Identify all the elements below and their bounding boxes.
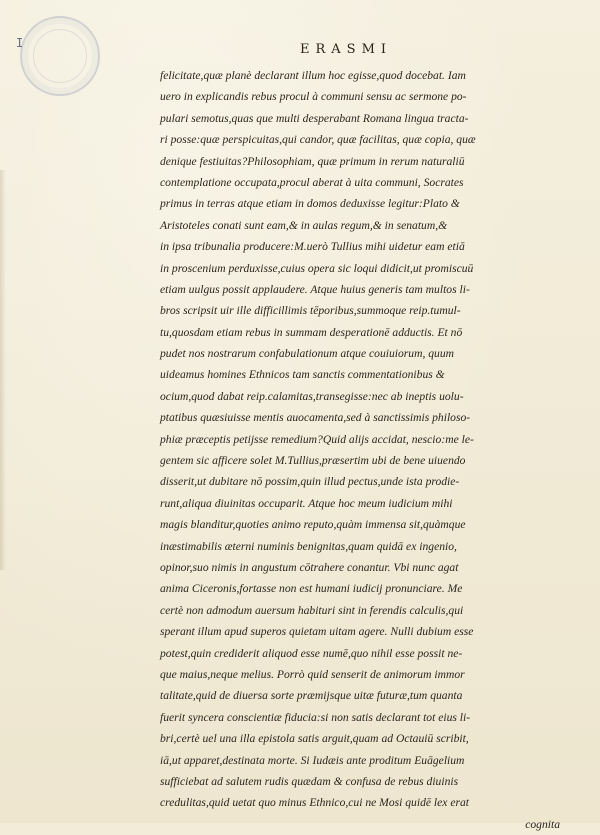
text-line: anima Ciceronis,fortasse non est humani iudicij pronunciare. Me (160, 582, 463, 596)
text-line: uero in explicandis rebus procul à communi sensu ac sermone po- (160, 90, 467, 104)
text-line: talitate,quid de diuersa sorte præmijsque uitæ futuræ,tum quanta (160, 689, 463, 703)
text-line: opinor,suo nimis in angustum cōtrahere conantur. Vbi nunc agat (160, 560, 459, 574)
text-line: credulitas,quid uetat quo minus Ethnico,cui ne Mosi quidē lex erat (160, 796, 470, 810)
text-line: sperant illum apud superos quietam uitam agere. Nulli dubium esse (160, 625, 474, 639)
text-line: disserit,ut dubitare nō possim,quin illud pectus,unde ista prodie- (160, 475, 460, 489)
page-edge-shadow (0, 170, 6, 570)
text-line: gentem sic afficere solet M.Tullius,præsertim ubi de bene uiuendo (160, 454, 466, 468)
text-line: Aristoteles conati sunt eam,& in aulas regum,& in senatum,& (160, 218, 448, 232)
text-line: iā,ut apparet,destinata morte. Si Iudæis ante proditum Euāgelium (160, 753, 465, 767)
catchword: cognita (525, 817, 560, 831)
text-line: in ipsa tribunalia producere:M.uerò Tullius mihi uidetur eam etiā (160, 240, 465, 254)
margin-mark: I (16, 36, 27, 50)
body-text (160, 65, 560, 835)
text-line: contemplatione occupata,procul aberat à uita communi, Socrates (160, 175, 464, 189)
text-line: potest,quin crediderit aliquod esse numē,quo nihil esse possit ne- (160, 646, 463, 660)
text-line: phiæ præceptis petijsse remedium?Quid alijs accidat, nescio:me le- (160, 432, 474, 446)
text-line: runt,aliqua diuinitas occuparit. Atque hoc meum iudicium mihi (160, 496, 453, 510)
text-line: que maius,neque melius. Porrò quid senserit de animorum immor (160, 667, 465, 681)
text-line: ptatibus quæsiuisse mentis auocamenta,sed à sanctissimis philoso- (160, 411, 471, 425)
text-line: pulari semotus,quas que multi desperabant Romana lingua tracta- (160, 111, 469, 125)
text-line: inæstimabilis æterni numinis benignitas,quam quidā ex ingenio, (160, 539, 457, 553)
text-line: ocium,quod dabat reip.calamitas,transegisse:nec ab ineptis uolu- (160, 389, 464, 403)
text-line: sufficiebat ad salutem rudis quædam & confusa de rebus diuinis (160, 774, 459, 788)
text-line: felicitate,quæ planè declarant illum hoc egisse,quod docebat. Iam (160, 69, 466, 82)
text-line: in proscenium perduxisse,cuius opera sic loqui didicit,ut promiscuū (160, 261, 474, 275)
text-line: etiam uulgus possit applaudere. Atque huius generis tam multos li- (160, 282, 470, 296)
running-head: ERASMI (300, 42, 393, 57)
text-line: uideamus homines Ethnicos tam sanctis commentationibus & (160, 368, 445, 382)
library-stamp (20, 16, 100, 96)
text-line: pudet nos nostrarum confabulationum atque couiuiorum, quum (160, 347, 455, 361)
text-line: denique festiuitas?Philosophiam, quæ primum in rerum naturaliū (160, 154, 465, 168)
text-line: tu,quosdam etiam rebus in summam desperationē adductis. Et nō (160, 325, 463, 339)
text-line: bri,certè uel una illa epistola satis arguit,quam ad Octauiū scribit, (160, 732, 469, 746)
text-line: certè non admodum auersum habituri sint in ferendis calculis,qui (160, 603, 464, 617)
text-line: magis blanditur,quoties animo reputo,quàm immensa sit,quàmque (160, 518, 466, 532)
text-line: fuerit syncera conscientiæ fiducia:si non satis declarant tot eius li- (160, 710, 471, 724)
text-line: primus in terras atque etiam in domos deduxisse legitur:Plato & (160, 197, 460, 211)
text-line: ri posse:quæ perspicuitas,qui candor, quæ facilitas, quæ copia, quæ (160, 133, 476, 147)
text-line: bros scripsit uir ille difficillimis tēporibus,summoque reip.tumul- (160, 304, 461, 318)
